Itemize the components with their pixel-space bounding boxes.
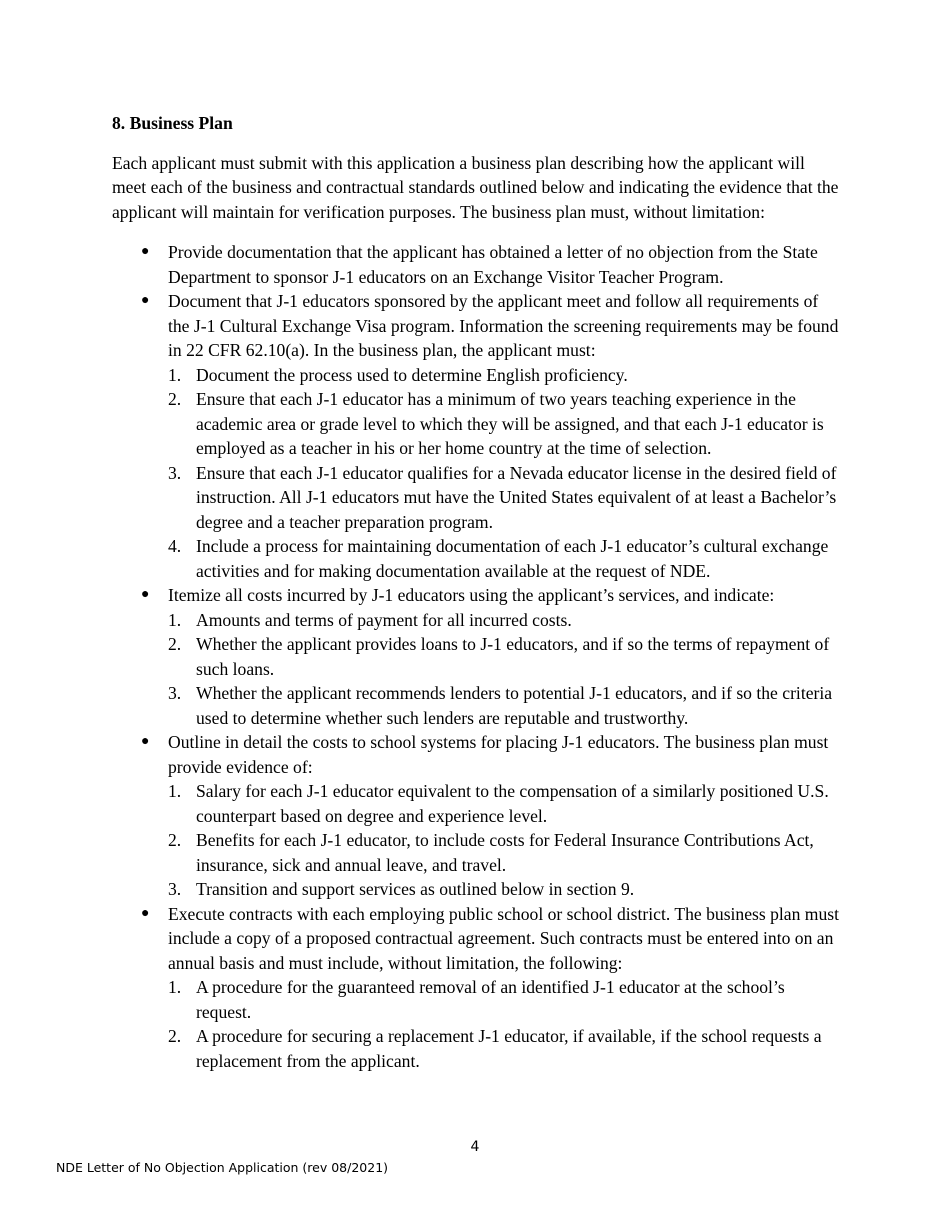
bullet-item: [112, 730, 842, 902]
item-number: 2.: [168, 830, 182, 850]
item-number: 1.: [168, 609, 182, 630]
bullet-item: [112, 902, 842, 1074]
footer-text: NDE Letter of No Objection Application (rev 08/2021): [56, 1160, 389, 1175]
bullet-text: Itemize all costs incurred by J-1 educators using the applicant’s services, and indicate:: [168, 585, 775, 605]
bullet-icon: ●: [141, 905, 150, 921]
numbered-item: [168, 975, 842, 1024]
numbered-item: [168, 608, 842, 633]
numbered-item: [168, 387, 842, 461]
item-number: 2.: [168, 634, 182, 654]
numbered-item: [168, 828, 842, 877]
bullet-text: Outline in detail the costs to school systems for placing J-1 educators. The business plan must provide evidence of:: [168, 732, 829, 777]
item-text: A procedure for the guaranteed removal of an identified J-1 educator at the school’s request.: [196, 977, 785, 1022]
item-text: Include a process for maintaining documentation of each J-1 educator’s cultural exchange activities and for making documentation available at the request of NDE.: [196, 536, 829, 581]
intro-paragraph: Each applicant must submit with this application a business plan describing how the applicant will meet each of the business and contractual standards outlined below and indicating the evidence that the applicant will maintain for verification purposes. The business plan must, without limitation:: [112, 152, 839, 222]
item-number: 3.: [168, 462, 182, 483]
numbered-sublist: [168, 779, 842, 902]
bullet-item: [112, 240, 842, 289]
item-text: Benefits for each J-1 educator, to include costs for Federal Insurance Contributions Act, insurance, sick and annual leave, and travel.: [196, 830, 814, 875]
item-text: Transition and support services as outlined below in section 9.: [196, 879, 635, 899]
bullet-icon: ●: [141, 293, 150, 308]
item-number: 2.: [168, 1026, 182, 1046]
item-number: 1.: [168, 781, 182, 801]
item-text: Salary for each J-1 educator equivalent to the compensation of a similarly positioned U.S. counterpart based on degree and experience level.: [196, 781, 829, 826]
numbered-item: [168, 1024, 842, 1073]
item-text: Whether the applicant recommends lenders to potential J-1 educators, and if so the criteria used to determine whether such lenders are reputable and trustworthy.: [196, 683, 833, 728]
numbered-item: [168, 877, 842, 902]
page-number: 4: [470, 1139, 480, 1155]
numbered-item: [168, 363, 842, 388]
item-text: Ensure that each J-1 educator has a minimum of two years teaching experience in the academic area or grade level to which they will be assigned, and that each J-1 educator is employed as a teacher in his or her home country at the time of selection.: [196, 389, 824, 458]
item-text: A procedure for securing a replacement J-1 educator, if available, if the school requests a replacement from the applicant.: [196, 1026, 822, 1071]
bullet-item: [112, 289, 842, 583]
item-number: 3.: [168, 683, 182, 703]
item-text: Ensure that each J-1 educator qualifies for a Nevada educator license in the desired field of instruction. All J-1 educators mut have the United States equivalent of at least a Bachelor’s degree and a teacher preparation program.: [196, 462, 837, 532]
item-number: 4.: [168, 536, 182, 556]
document-body: [112, 111, 842, 1073]
item-number: 1.: [168, 364, 182, 385]
item-text: Amounts and terms of payment for all incurred costs.: [196, 609, 572, 630]
requirements-list: [112, 240, 842, 1073]
numbered-item: [168, 632, 842, 681]
bullet-text: Document that J-1 educators sponsored by the applicant meet and follow all requirements of the J-1 Cultural Exchange Visa program. Information the screening requirements may be found in 22 CFR 62.10(a). In the business plan, the applicant must:: [168, 291, 839, 360]
bullet-icon: ●: [141, 587, 150, 602]
numbered-sublist: [168, 608, 842, 731]
item-text: Whether the applicant provides loans to J-1 educators, and if so the terms of repayment of such loans.: [196, 634, 830, 679]
item-number: 1.: [168, 977, 182, 997]
numbered-item: [168, 681, 842, 730]
bullet-text: Execute contracts with each employing public school or school district. The business plan must include a copy of a proposed contractual agreement. Such contracts must be entered into on an annual basis and must include, without limitation, the following:: [168, 903, 840, 973]
item-number: 3.: [168, 879, 182, 899]
bullet-icon: ●: [141, 734, 150, 749]
numbered-item: [168, 779, 842, 828]
item-number: 2.: [168, 389, 182, 409]
bullet-icon: ●: [141, 244, 150, 259]
section-heading: 8. Business Plan: [112, 113, 233, 133]
numbered-sublist: [168, 975, 842, 1073]
numbered-item: [168, 461, 842, 535]
numbered-item: [168, 534, 842, 583]
numbered-sublist: [168, 363, 842, 584]
bullet-item: [112, 583, 842, 730]
item-text: Document the process used to determine English proficiency.: [196, 364, 628, 385]
bullet-text: Provide documentation that the applicant has obtained a letter of no objection from the State Department to sponsor J-1 educators on an Exchange Visitor Teacher Program.: [168, 242, 818, 287]
